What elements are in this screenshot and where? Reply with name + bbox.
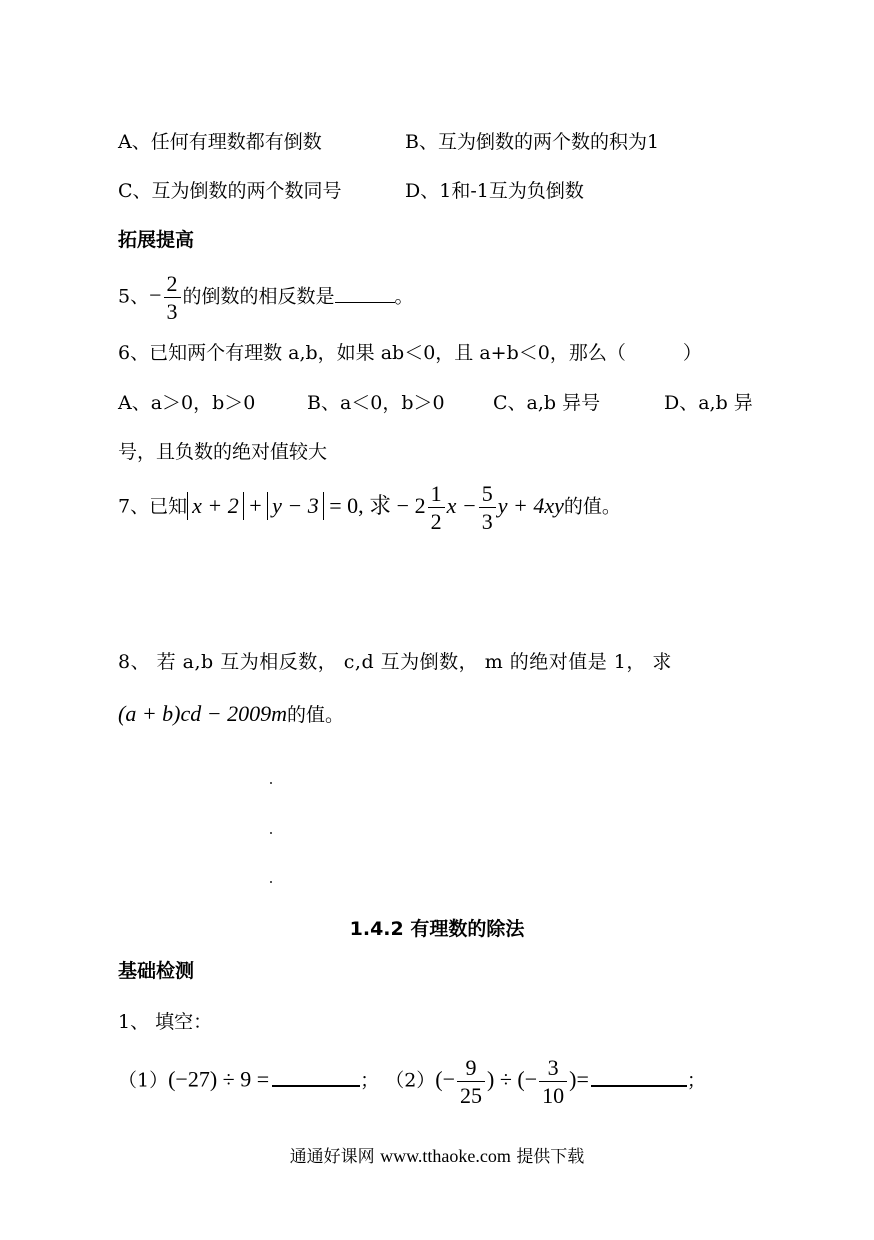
q5-frac-den: 3 bbox=[166, 299, 178, 325]
q7-prefix: 7、已知 bbox=[118, 495, 188, 518]
q6-option-c: C、a,b 异号 bbox=[493, 392, 601, 414]
footer-url[interactable]: www.tthaoke.com bbox=[380, 1146, 511, 1166]
q7-frac bbox=[479, 482, 496, 533]
q8-suffix: 的值。 bbox=[287, 704, 345, 726]
q1-part-2-close: )= bbox=[569, 1066, 589, 1092]
q1-part-2-label: （2） bbox=[385, 1069, 436, 1092]
q7-rest: y + 4xy bbox=[497, 492, 564, 518]
q5-suffix: 。 bbox=[394, 285, 414, 308]
stray-dot bbox=[270, 782, 272, 784]
q5-text: 的倒数的相反数是 bbox=[182, 285, 335, 308]
q1-part-1-label: （1） bbox=[118, 1069, 169, 1092]
q7-abs-2: y − 3 bbox=[267, 492, 324, 521]
q7-eq: = 0, 求 − 2 bbox=[329, 492, 426, 518]
q7-plus: + bbox=[249, 492, 262, 518]
q1-semicolon-2: ； bbox=[686, 1069, 706, 1092]
q5-frac-num: 2 bbox=[164, 272, 181, 298]
stray-dot bbox=[270, 832, 272, 834]
q6-option-a: A、a＞0，b＞0 bbox=[118, 392, 256, 414]
q7-mixed-den: 2 bbox=[430, 509, 442, 535]
q1-frac-2-num: 3 bbox=[539, 1056, 567, 1082]
q7-expression bbox=[187, 481, 564, 535]
q4-option-c: C、互为倒数的两个数同号 bbox=[118, 180, 342, 202]
q7-frac-den: 3 bbox=[481, 509, 493, 535]
footer bbox=[0, 1142, 874, 1167]
q1-parts bbox=[118, 1056, 706, 1107]
q7-mixed-frac bbox=[428, 482, 445, 533]
q7-suffix: 的值。 bbox=[563, 495, 621, 518]
q8-expression: (a + b)cd − 2009m bbox=[118, 701, 287, 726]
q7-abs-1: x + 2 bbox=[187, 492, 244, 521]
q1-stem: 1、 填空： bbox=[118, 1011, 213, 1033]
q1-part-2-frac-1 bbox=[457, 1056, 485, 1107]
q1-semicolon-1: ； bbox=[360, 1069, 380, 1092]
q7-mixed-num: 1 bbox=[428, 482, 445, 508]
section-title: 1.4.2 有理数的除法 bbox=[349, 918, 525, 940]
q1-frac-1-den: 25 bbox=[460, 1083, 483, 1109]
stray-dot bbox=[270, 881, 272, 883]
q1-part-1-expr: (−27) ÷ 9 = bbox=[168, 1066, 270, 1092]
q5-fraction bbox=[164, 272, 181, 323]
q1-frac-1-num: 9 bbox=[457, 1056, 485, 1082]
q6-stem: 6、已知两个有理数 a,b，如果 ab＜0，且 a+b＜0，那么（ ） bbox=[118, 342, 702, 364]
q1-part-1-blank bbox=[272, 1085, 360, 1087]
q8-line-2 bbox=[118, 703, 344, 725]
q1-part-2-open: (− bbox=[435, 1066, 456, 1092]
q6-option-b: B、a＜0，b＞0 bbox=[307, 392, 445, 414]
q1-part-2-frac-2 bbox=[539, 1056, 567, 1107]
q1-part-2-blank bbox=[591, 1085, 687, 1087]
q6-option-d-cont: 号，且负数的绝对值较大 bbox=[118, 441, 328, 463]
section-heading-basic: 基础检测 bbox=[118, 960, 195, 982]
q7-frac-num: 5 bbox=[479, 482, 496, 508]
q8-line-1: 8、 若 a,b 互为相反数， c,d 互为倒数， m 的绝对值是 1， 求 bbox=[118, 651, 672, 673]
section-heading-extend: 拓展提高 bbox=[118, 229, 195, 251]
q7-x-minus: x − bbox=[446, 492, 477, 518]
footer-tail: 提供下载 bbox=[516, 1147, 585, 1167]
question-5 bbox=[118, 272, 414, 323]
q4-option-d: D、1和-1互为负倒数 bbox=[405, 180, 584, 202]
question-7 bbox=[118, 482, 621, 533]
q6-option-d: D、a,b 异 bbox=[664, 392, 753, 414]
q5-minus: − bbox=[149, 282, 162, 308]
q5-answer-blank bbox=[335, 301, 395, 303]
footer-site: 通通好课网 bbox=[289, 1147, 375, 1167]
q5-prefix: 5、 bbox=[118, 285, 150, 308]
q4-option-a: A、任何有理数都有倒数 bbox=[118, 131, 322, 153]
q1-frac-2-den: 10 bbox=[542, 1083, 565, 1109]
q1-part-2-mid: ) ÷ (− bbox=[487, 1066, 538, 1092]
q4-option-b: B、互为倒数的两个数的积为1 bbox=[405, 131, 660, 153]
